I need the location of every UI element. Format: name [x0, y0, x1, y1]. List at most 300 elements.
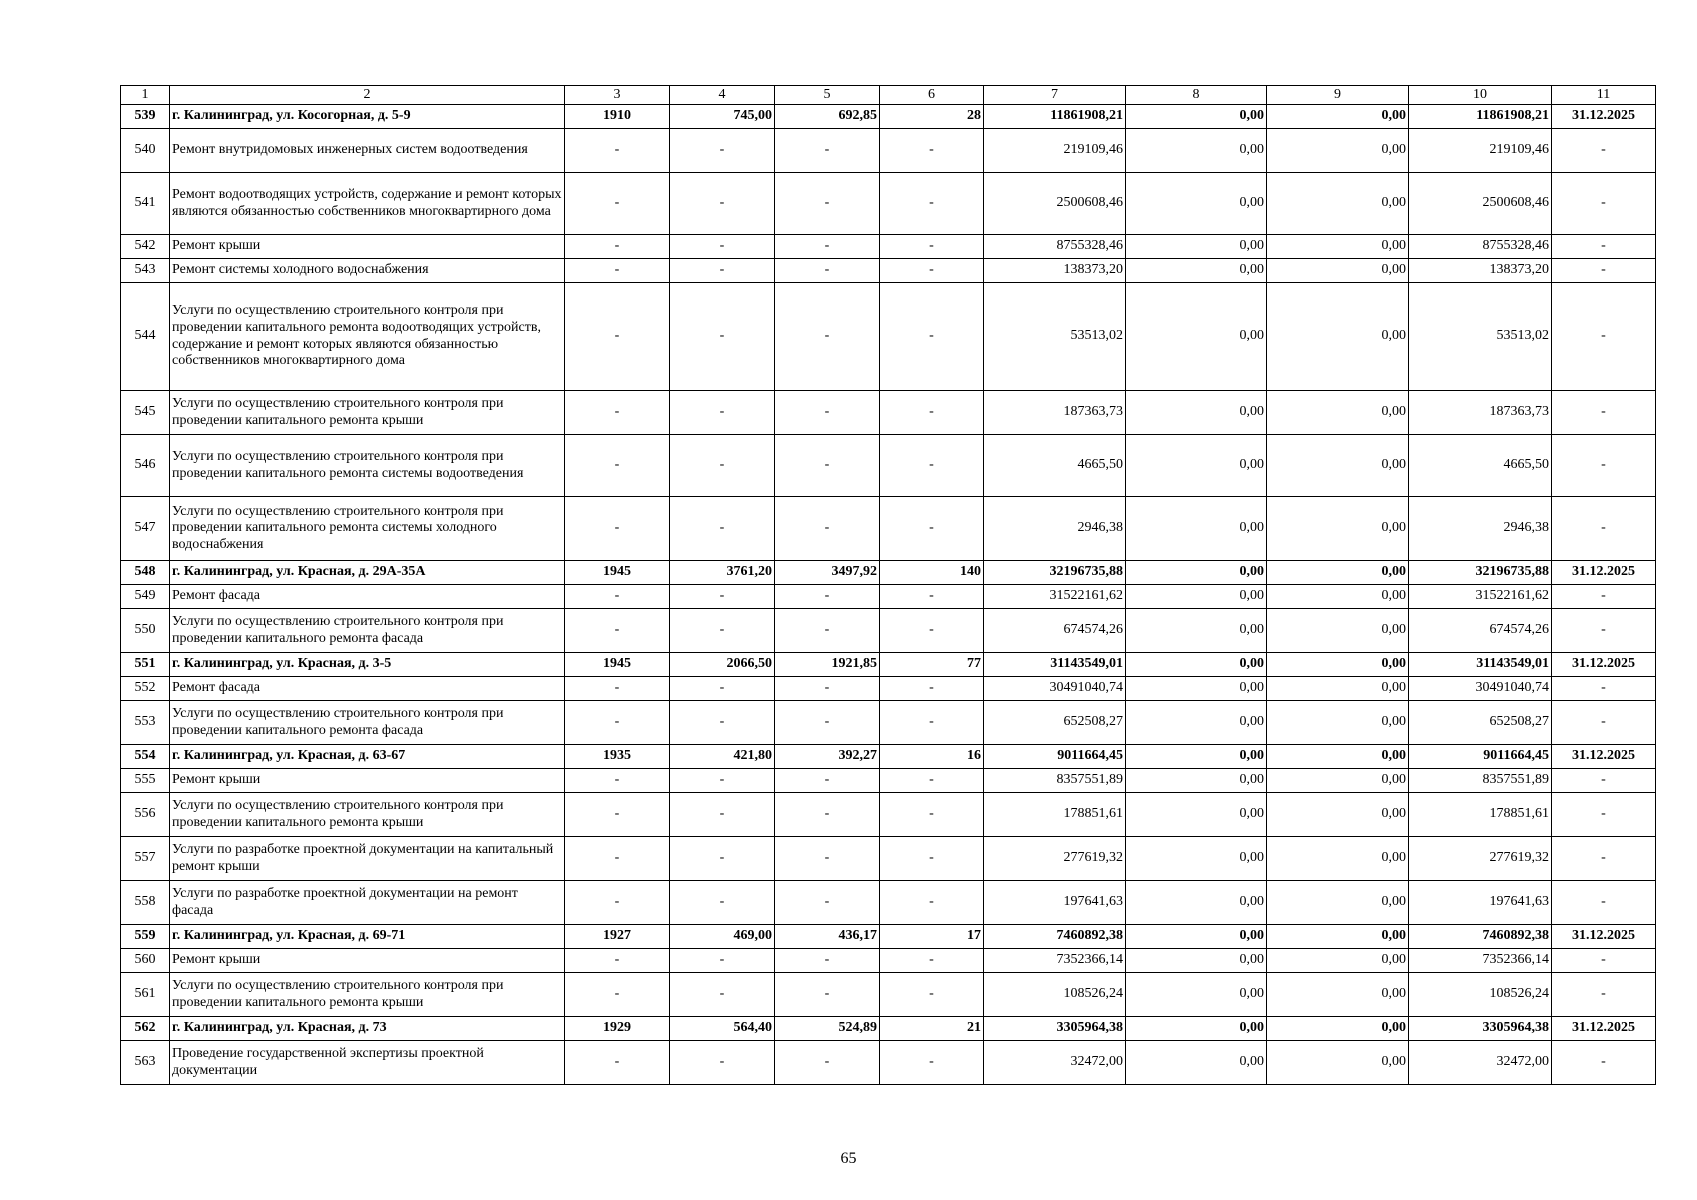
table-row [121, 283, 1656, 391]
cost-col10-cell: 32472,00 [1409, 1041, 1552, 1085]
table-row [121, 1041, 1656, 1085]
description-cell: г. Калининград, ул. Красная, д. 29А-35А [170, 561, 565, 585]
column-header: 8 [1126, 86, 1267, 105]
cost-col9-cell: 0,00 [1267, 1041, 1409, 1085]
cost-col10-cell: 7460892,38 [1409, 925, 1552, 949]
area-total-cell: - [670, 173, 775, 235]
area-living-cell: - [775, 129, 880, 173]
area-total-cell: - [670, 609, 775, 653]
cost-col10-cell: 30491040,74 [1409, 677, 1552, 701]
residents-cell: - [880, 609, 984, 653]
table-row [121, 609, 1656, 653]
deadline-cell: - [1552, 881, 1656, 925]
row-number-cell: 559 [121, 925, 170, 949]
address-row [121, 1017, 1656, 1041]
area-total-cell: - [670, 391, 775, 435]
cost-col9-cell: 0,00 [1267, 677, 1409, 701]
deadline-cell: - [1552, 283, 1656, 391]
year-cell: 1945 [565, 561, 670, 585]
cost-col9-cell: 0,00 [1267, 609, 1409, 653]
residents-cell: - [880, 235, 984, 259]
residents-cell: - [880, 259, 984, 283]
area-living-cell: - [775, 585, 880, 609]
column-header: 10 [1409, 86, 1552, 105]
residents-cell: - [880, 881, 984, 925]
residents-cell: - [880, 391, 984, 435]
cost-col9-cell: 0,00 [1267, 653, 1409, 677]
total-cost-cell: 11861908,21 [984, 105, 1126, 129]
area-living-cell: - [775, 283, 880, 391]
year-cell: - [565, 609, 670, 653]
column-header: 5 [775, 86, 880, 105]
column-header: 3 [565, 86, 670, 105]
deadline-cell: 31.12.2025 [1552, 653, 1656, 677]
deadline-cell: - [1552, 677, 1656, 701]
description-cell: Ремонт водоотводящих устройств, содержание и ремонт которых являются обязанностью собственников многоквартирного дома [170, 173, 565, 235]
table-body [121, 105, 1656, 1085]
cost-col10-cell: 178851,61 [1409, 793, 1552, 837]
cost-col9-cell: 0,00 [1267, 925, 1409, 949]
address-row [121, 561, 1656, 585]
deadline-cell: - [1552, 973, 1656, 1017]
cost-col8-cell: 0,00 [1126, 105, 1267, 129]
cost-col9-cell: 0,00 [1267, 949, 1409, 973]
column-header: 2 [170, 86, 565, 105]
area-living-cell: - [775, 609, 880, 653]
table-row [121, 881, 1656, 925]
deadline-cell: - [1552, 391, 1656, 435]
year-cell: - [565, 837, 670, 881]
row-number-cell: 551 [121, 653, 170, 677]
residents-cell: - [880, 173, 984, 235]
area-living-cell: - [775, 949, 880, 973]
deadline-cell: - [1552, 259, 1656, 283]
table-row [121, 585, 1656, 609]
cost-col10-cell: 2500608,46 [1409, 173, 1552, 235]
table-row [121, 793, 1656, 837]
area-living-cell: - [775, 769, 880, 793]
row-number-cell: 549 [121, 585, 170, 609]
area-total-cell: 3761,20 [670, 561, 775, 585]
area-total-cell: - [670, 881, 775, 925]
residents-cell: - [880, 973, 984, 1017]
year-cell: - [565, 769, 670, 793]
cost-col10-cell: 197641,63 [1409, 881, 1552, 925]
area-total-cell: - [670, 949, 775, 973]
table-row [121, 435, 1656, 497]
cost-col8-cell: 0,00 [1126, 769, 1267, 793]
table-row [121, 173, 1656, 235]
cost-col10-cell: 4665,50 [1409, 435, 1552, 497]
description-cell: Услуги по осуществлению строительного контроля при проведении капитального ремонта фасада [170, 609, 565, 653]
total-cost-cell: 187363,73 [984, 391, 1126, 435]
description-cell: г. Калининград, ул. Красная, д. 3-5 [170, 653, 565, 677]
area-total-cell: - [670, 677, 775, 701]
deadline-cell: - [1552, 235, 1656, 259]
column-header: 11 [1552, 86, 1656, 105]
cost-col8-cell: 0,00 [1126, 283, 1267, 391]
total-cost-cell: 652508,27 [984, 701, 1126, 745]
row-number-cell: 552 [121, 677, 170, 701]
description-cell: г. Калининград, ул. Косогорная, д. 5-9 [170, 105, 565, 129]
table-row [121, 677, 1656, 701]
year-cell: - [565, 173, 670, 235]
address-row [121, 653, 1656, 677]
area-total-cell: - [670, 837, 775, 881]
area-living-cell: 3497,92 [775, 561, 880, 585]
residents-cell: - [880, 701, 984, 745]
area-living-cell: - [775, 235, 880, 259]
description-cell: Ремонт системы холодного водоснабжения [170, 259, 565, 283]
address-row [121, 745, 1656, 769]
residents-cell: - [880, 497, 984, 561]
row-number-cell: 563 [121, 1041, 170, 1085]
year-cell: 1929 [565, 1017, 670, 1041]
cost-col9-cell: 0,00 [1267, 793, 1409, 837]
residents-cell: - [880, 793, 984, 837]
cost-col10-cell: 674574,26 [1409, 609, 1552, 653]
cost-col9-cell: 0,00 [1267, 745, 1409, 769]
total-cost-cell: 3305964,38 [984, 1017, 1126, 1041]
cost-col10-cell: 108526,24 [1409, 973, 1552, 1017]
cost-col9-cell: 0,00 [1267, 837, 1409, 881]
year-cell: - [565, 1041, 670, 1085]
deadline-cell: - [1552, 701, 1656, 745]
residents-cell: 77 [880, 653, 984, 677]
column-header: 7 [984, 86, 1126, 105]
area-total-cell: - [670, 701, 775, 745]
total-cost-cell: 8357551,89 [984, 769, 1126, 793]
area-living-cell: - [775, 973, 880, 1017]
table-row [121, 235, 1656, 259]
total-cost-cell: 2500608,46 [984, 173, 1126, 235]
deadline-cell: - [1552, 435, 1656, 497]
residents-cell: - [880, 435, 984, 497]
cost-col8-cell: 0,00 [1126, 609, 1267, 653]
column-header: 9 [1267, 86, 1409, 105]
deadline-cell: - [1552, 837, 1656, 881]
description-cell: Ремонт фасада [170, 677, 565, 701]
description-cell: Услуги по осуществлению строительного контроля при проведении капитального ремонта крыши [170, 973, 565, 1017]
page-number: 65 [840, 1150, 857, 1167]
cost-col8-cell: 0,00 [1126, 259, 1267, 283]
residents-cell: - [880, 129, 984, 173]
area-living-cell: 392,27 [775, 745, 880, 769]
total-cost-cell: 31143549,01 [984, 653, 1126, 677]
description-cell: Ремонт крыши [170, 949, 565, 973]
description-cell: Услуги по осуществлению строительного контроля при проведении капитального ремонта крыши [170, 793, 565, 837]
cost-col10-cell: 53513,02 [1409, 283, 1552, 391]
cost-col10-cell: 8755328,46 [1409, 235, 1552, 259]
total-cost-cell: 178851,61 [984, 793, 1126, 837]
area-total-cell: - [670, 435, 775, 497]
residents-cell: 16 [880, 745, 984, 769]
year-cell: - [565, 129, 670, 173]
column-header: 1 [121, 86, 170, 105]
table-row [121, 259, 1656, 283]
area-living-cell: 524,89 [775, 1017, 880, 1041]
residents-cell: - [880, 585, 984, 609]
row-number-cell: 546 [121, 435, 170, 497]
cost-col10-cell: 31522161,62 [1409, 585, 1552, 609]
deadline-cell: - [1552, 585, 1656, 609]
column-header: 4 [670, 86, 775, 105]
column-number-row [121, 86, 1656, 105]
row-number-cell: 562 [121, 1017, 170, 1041]
area-total-cell: - [670, 585, 775, 609]
cost-col9-cell: 0,00 [1267, 973, 1409, 1017]
cost-col9-cell: 0,00 [1267, 1017, 1409, 1041]
total-cost-cell: 9011664,45 [984, 745, 1126, 769]
area-living-cell: 436,17 [775, 925, 880, 949]
total-cost-cell: 31522161,62 [984, 585, 1126, 609]
row-number-cell: 539 [121, 105, 170, 129]
description-cell: Ремонт крыши [170, 769, 565, 793]
description-cell: Услуги по разработке проектной документации на ремонт фасада [170, 881, 565, 925]
year-cell: - [565, 677, 670, 701]
total-cost-cell: 7460892,38 [984, 925, 1126, 949]
description-cell: г. Калининград, ул. Красная, д. 63-67 [170, 745, 565, 769]
area-living-cell: - [775, 497, 880, 561]
row-number-cell: 557 [121, 837, 170, 881]
total-cost-cell: 8755328,46 [984, 235, 1126, 259]
cost-col10-cell: 8357551,89 [1409, 769, 1552, 793]
total-cost-cell: 32196735,88 [984, 561, 1126, 585]
cost-col8-cell: 0,00 [1126, 793, 1267, 837]
cost-col9-cell: 0,00 [1267, 585, 1409, 609]
deadline-cell: - [1552, 949, 1656, 973]
area-living-cell: - [775, 435, 880, 497]
total-cost-cell: 32472,00 [984, 1041, 1126, 1085]
cost-col9-cell: 0,00 [1267, 881, 1409, 925]
deadline-cell: 31.12.2025 [1552, 925, 1656, 949]
row-number-cell: 554 [121, 745, 170, 769]
year-cell: - [565, 391, 670, 435]
year-cell: - [565, 283, 670, 391]
cost-col9-cell: 0,00 [1267, 173, 1409, 235]
cost-col8-cell: 0,00 [1126, 881, 1267, 925]
area-total-cell: - [670, 283, 775, 391]
table-row [121, 769, 1656, 793]
year-cell: - [565, 259, 670, 283]
cost-col8-cell: 0,00 [1126, 837, 1267, 881]
table-row [121, 973, 1656, 1017]
description-cell: Проведение государственной экспертизы проектной документации [170, 1041, 565, 1085]
cost-col9-cell: 0,00 [1267, 391, 1409, 435]
total-cost-cell: 138373,20 [984, 259, 1126, 283]
area-living-cell: - [775, 837, 880, 881]
row-number-cell: 545 [121, 391, 170, 435]
area-total-cell: 421,80 [670, 745, 775, 769]
deadline-cell: - [1552, 769, 1656, 793]
cost-col8-cell: 0,00 [1126, 129, 1267, 173]
row-number-cell: 547 [121, 497, 170, 561]
cost-col8-cell: 0,00 [1126, 1017, 1267, 1041]
cost-col9-cell: 0,00 [1267, 769, 1409, 793]
cost-col9-cell: 0,00 [1267, 701, 1409, 745]
residents-cell: - [880, 769, 984, 793]
cost-col8-cell: 0,00 [1126, 391, 1267, 435]
description-cell: Услуги по осуществлению строительного контроля при проведении капитального ремонта фасада [170, 701, 565, 745]
description-cell: Услуги по осуществлению строительного контроля при проведении капитального ремонта системы холодного водоснабжения [170, 497, 565, 561]
cost-col8-cell: 0,00 [1126, 745, 1267, 769]
row-number-cell: 553 [121, 701, 170, 745]
cost-col10-cell: 31143549,01 [1409, 653, 1552, 677]
residents-cell: 140 [880, 561, 984, 585]
residents-cell: - [880, 1041, 984, 1085]
year-cell: - [565, 585, 670, 609]
deadline-cell: 31.12.2025 [1552, 1017, 1656, 1041]
area-total-cell: - [670, 259, 775, 283]
description-cell: Ремонт фасада [170, 585, 565, 609]
deadline-cell: - [1552, 129, 1656, 173]
area-living-cell: - [775, 881, 880, 925]
year-cell: 1935 [565, 745, 670, 769]
row-number-cell: 543 [121, 259, 170, 283]
column-header: 6 [880, 86, 984, 105]
cost-col8-cell: 0,00 [1126, 1041, 1267, 1085]
year-cell: 1927 [565, 925, 670, 949]
area-total-cell: - [670, 1041, 775, 1085]
cost-col8-cell: 0,00 [1126, 585, 1267, 609]
area-living-cell: - [775, 677, 880, 701]
cost-col8-cell: 0,00 [1126, 925, 1267, 949]
total-cost-cell: 674574,26 [984, 609, 1126, 653]
row-number-cell: 550 [121, 609, 170, 653]
area-total-cell: - [670, 769, 775, 793]
year-cell: 1945 [565, 653, 670, 677]
deadline-cell: - [1552, 497, 1656, 561]
cost-col9-cell: 0,00 [1267, 283, 1409, 391]
row-number-cell: 561 [121, 973, 170, 1017]
year-cell: - [565, 435, 670, 497]
table-row [121, 949, 1656, 973]
row-number-cell: 540 [121, 129, 170, 173]
area-living-cell: - [775, 391, 880, 435]
deadline-cell: - [1552, 1041, 1656, 1085]
year-cell: - [565, 793, 670, 837]
cost-col10-cell: 3305964,38 [1409, 1017, 1552, 1041]
deadline-cell: 31.12.2025 [1552, 561, 1656, 585]
description-cell: Ремонт внутридомовых инженерных систем водоотведения [170, 129, 565, 173]
row-number-cell: 541 [121, 173, 170, 235]
cost-col10-cell: 138373,20 [1409, 259, 1552, 283]
cost-col10-cell: 32196735,88 [1409, 561, 1552, 585]
deadline-cell: - [1552, 609, 1656, 653]
area-total-cell: - [670, 793, 775, 837]
cost-col10-cell: 187363,73 [1409, 391, 1552, 435]
cost-col8-cell: 0,00 [1126, 497, 1267, 561]
year-cell: - [565, 973, 670, 1017]
row-number-cell: 544 [121, 283, 170, 391]
address-row [121, 925, 1656, 949]
total-cost-cell: 197641,63 [984, 881, 1126, 925]
cost-col9-cell: 0,00 [1267, 235, 1409, 259]
description-cell: Услуги по осуществлению строительного контроля при проведении капитального ремонта крыши [170, 391, 565, 435]
cost-col10-cell: 652508,27 [1409, 701, 1552, 745]
total-cost-cell: 2946,38 [984, 497, 1126, 561]
area-total-cell: 2066,50 [670, 653, 775, 677]
cost-col8-cell: 0,00 [1126, 949, 1267, 973]
cost-col10-cell: 11861908,21 [1409, 105, 1552, 129]
year-cell: - [565, 701, 670, 745]
cost-col10-cell: 2946,38 [1409, 497, 1552, 561]
deadline-cell: - [1552, 173, 1656, 235]
area-total-cell: - [670, 973, 775, 1017]
area-living-cell: 692,85 [775, 105, 880, 129]
table-row [121, 497, 1656, 561]
residents-cell: 21 [880, 1017, 984, 1041]
area-living-cell: - [775, 1041, 880, 1085]
cost-col10-cell: 277619,32 [1409, 837, 1552, 881]
deadline-cell: 31.12.2025 [1552, 105, 1656, 129]
total-cost-cell: 30491040,74 [984, 677, 1126, 701]
residents-cell: 17 [880, 925, 984, 949]
total-cost-cell: 7352366,14 [984, 949, 1126, 973]
cost-col9-cell: 0,00 [1267, 435, 1409, 497]
cost-col8-cell: 0,00 [1126, 677, 1267, 701]
residents-cell: - [880, 949, 984, 973]
cost-col9-cell: 0,00 [1267, 105, 1409, 129]
row-number-cell: 542 [121, 235, 170, 259]
area-living-cell: - [775, 793, 880, 837]
cost-col10-cell: 219109,46 [1409, 129, 1552, 173]
table-row [121, 701, 1656, 745]
description-cell: Услуги по осуществлению строительного контроля при проведении капитального ремонта водоотводящих устройств, содержание и ремонт которых являются обязанностью собственников многоквартирного дома [170, 283, 565, 391]
work-schedule-table [120, 85, 1656, 1085]
description-cell: Ремонт крыши [170, 235, 565, 259]
cost-col8-cell: 0,00 [1126, 653, 1267, 677]
area-living-cell: - [775, 259, 880, 283]
cost-col9-cell: 0,00 [1267, 497, 1409, 561]
area-total-cell: 745,00 [670, 105, 775, 129]
residents-cell: - [880, 677, 984, 701]
area-total-cell: - [670, 129, 775, 173]
total-cost-cell: 4665,50 [984, 435, 1126, 497]
cost-col8-cell: 0,00 [1126, 235, 1267, 259]
area-total-cell: - [670, 497, 775, 561]
area-total-cell: 564,40 [670, 1017, 775, 1041]
row-number-cell: 555 [121, 769, 170, 793]
row-number-cell: 556 [121, 793, 170, 837]
year-cell: - [565, 497, 670, 561]
total-cost-cell: 53513,02 [984, 283, 1126, 391]
row-number-cell: 548 [121, 561, 170, 585]
total-cost-cell: 219109,46 [984, 129, 1126, 173]
year-cell: - [565, 881, 670, 925]
year-cell: - [565, 235, 670, 259]
year-cell: 1910 [565, 105, 670, 129]
description-cell: г. Калининград, ул. Красная, д. 73 [170, 1017, 565, 1041]
cost-col9-cell: 0,00 [1267, 129, 1409, 173]
cost-col8-cell: 0,00 [1126, 435, 1267, 497]
cost-col8-cell: 0,00 [1126, 173, 1267, 235]
description-cell: Услуги по осуществлению строительного контроля при проведении капитального ремонта системы водоотведения [170, 435, 565, 497]
total-cost-cell: 108526,24 [984, 973, 1126, 1017]
residents-cell: - [880, 283, 984, 391]
row-number-cell: 558 [121, 881, 170, 925]
table-row [121, 391, 1656, 435]
cost-col10-cell: 7352366,14 [1409, 949, 1552, 973]
total-cost-cell: 277619,32 [984, 837, 1126, 881]
cost-col10-cell: 9011664,45 [1409, 745, 1552, 769]
description-cell: Услуги по разработке проектной документации на капитальный ремонт крыши [170, 837, 565, 881]
area-living-cell: 1921,85 [775, 653, 880, 677]
area-total-cell: 469,00 [670, 925, 775, 949]
area-total-cell: - [670, 235, 775, 259]
residents-cell: - [880, 837, 984, 881]
cost-col8-cell: 0,00 [1126, 973, 1267, 1017]
